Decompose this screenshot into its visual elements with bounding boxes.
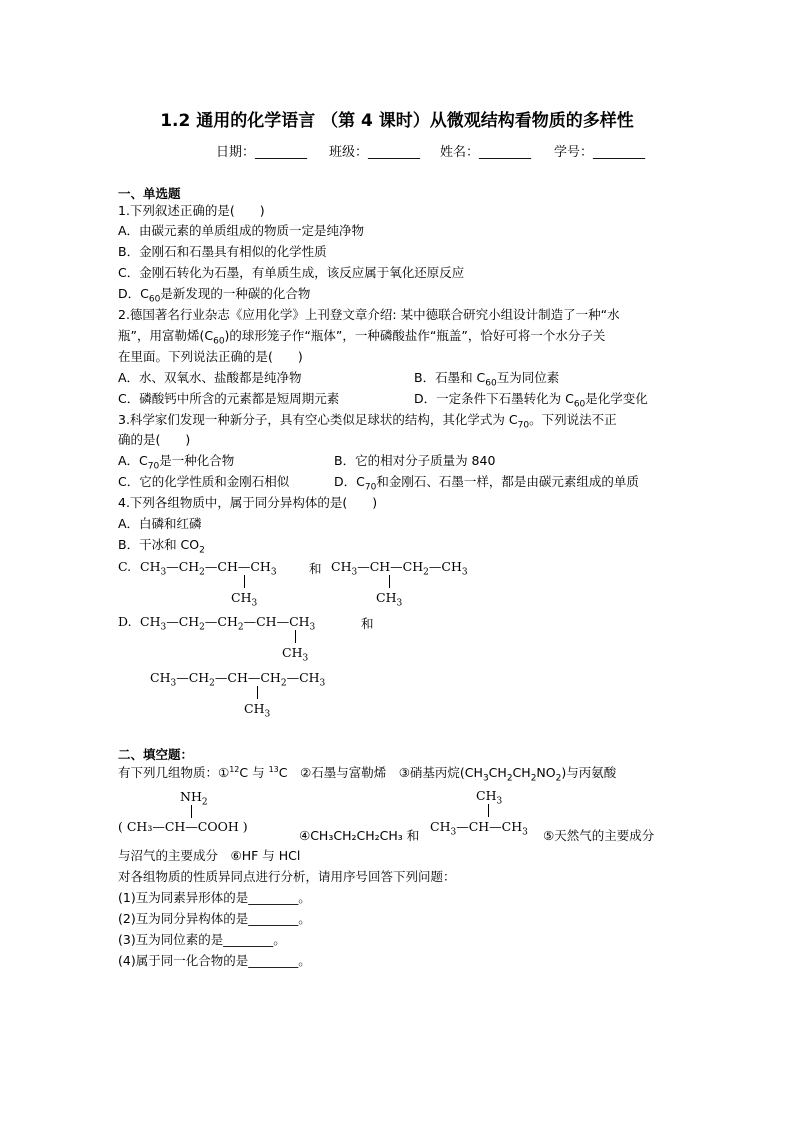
fill-question-1: (1)互为同素异形体的是________。 — [118, 890, 311, 905]
q2-option-d: D．一定条件下石墨转化为 $C_{60}$是化学变化 — [414, 391, 648, 410]
q1-option-b: B．金刚石和石墨具有相似的化学性质 — [118, 244, 327, 259]
q1-option-a: A．由碳元素的单质组成的物质一定是纯净物 — [118, 223, 365, 238]
q2-option-b: B．石墨和 $C_{60}$互为同位素 — [414, 370, 560, 389]
bond-line — [389, 575, 390, 588]
q4-option-b: B．干冰和 $CO_2$ — [118, 537, 205, 556]
fill-question-4: (4)属于同一化合物的是________。 — [118, 953, 311, 968]
q4-option-c-formula1: $CH_3—CH_2—CH—CH_3$ — [140, 559, 277, 578]
fill-item-4: ④CH₃CH₂CH₂CH₃ 和 — [299, 828, 420, 843]
alanine-formula: ( CH₃—CH—COOH ) — [118, 819, 248, 834]
q4-option-c-label: C. — [118, 559, 132, 574]
bond-line — [191, 805, 192, 818]
section-single-choice: 一、单选题 — [118, 186, 181, 201]
q4-option-c-branch1: $CH_3$ — [231, 590, 258, 609]
q2-stem-line1: 2.德国著名行业杂志《应用化学》上刊登文章介绍: 某中德联合研究小组设计制造了一种“水 — [118, 307, 620, 322]
fill-item-5: ⑤天然气的主要成分 — [543, 828, 655, 843]
class-field: 班级：________ — [329, 145, 421, 160]
q4-option-d-formula2: $CH_3—CH_2—CH—CH_2—CH_3$ — [150, 670, 326, 689]
fill-line4: 对各组物质的性质异同点进行分析，请用序号回答下列问题： — [118, 869, 456, 884]
bond-line — [244, 575, 245, 588]
q1-option-c: C．金刚石转化为石墨，有单质生成，该反应属于氧化还原反应 — [118, 265, 465, 280]
q2-option-a: A．水、双氧水、盐酸都是纯净物 — [118, 370, 302, 385]
q3-option-b: B．它的相对分子质量为 840 — [334, 453, 496, 468]
q3-option-d: D．$C_{70}$和金刚石、石墨一样，都是由碳元素组成的单质 — [334, 474, 639, 493]
page-title: 1.2 通用的化学语言 （第 4 课时）从微观结构看物质的多样性 — [160, 111, 634, 131]
name-field: 姓名：________ — [440, 145, 532, 160]
bond-line — [295, 630, 296, 643]
section-fill-in: 二、填空题： — [118, 747, 194, 762]
q1-option-d: D．$C_{60}$是新发现的一种碳的化合物 — [118, 286, 311, 305]
q4-option-d-branch1: $CH_3$ — [282, 645, 309, 664]
q4-option-d-branch2: $CH_3$ — [244, 701, 271, 720]
q4-option-c-and: 和 — [309, 561, 322, 576]
student-number-field: 学号：________ — [554, 145, 646, 160]
fill-question-2: (2)互为同分异构体的是________。 — [118, 911, 311, 926]
date-field: 日期：________ — [216, 145, 308, 160]
q3-option-c: C．它的化学性质和金刚石相似 — [118, 474, 290, 489]
bond-line — [257, 686, 258, 699]
fill-line3: 与沼气的主要成分 ⑥HF 与 HCl — [118, 848, 301, 863]
q2-stem-line3: 在里面。下列说法正确的是( ) — [118, 349, 303, 364]
q3-stem-line1: 3.科学家们发现一种新分子，具有空心类似足球状的结构，其化学式为 $C_{70}$。下列说法不正 — [118, 412, 617, 431]
q4-option-d-formula1: $CH_3—CH_2—CH_2—CH—CH_3$ — [140, 614, 316, 633]
q1-stem: 1.下列叙述正确的是( ) — [118, 203, 265, 218]
bond-line — [488, 804, 489, 817]
q3-option-a: A．$C_{70}$是一种化合物 — [118, 453, 235, 472]
q2-option-c: C．磷酸钙中所含的元素都是短周期元素 — [118, 391, 340, 406]
q4-option-d-and: 和 — [361, 616, 374, 631]
q2-stem-line2: 瓶”，用富勒烯$(C_{60})$的球形笼子作“瓶体”，一种磷酸盐作“瓶盖”，恰好可将一个水分子关 — [118, 328, 606, 347]
isobutane-top-ch3: $CH_3$ — [476, 788, 503, 807]
q4-stem: 4.下列各组物质中，属于同分异构体的是( ) — [118, 495, 378, 510]
fill-intro: 有下列几组物质：①$^{12}$C 与 $^{13}$C ②石墨与富勒烯 ③硝基丙烷$(CH_3CH_2CH_2NO_2)$与丙氨酸 — [118, 764, 617, 784]
alanine-nh2: $NH_2$ — [180, 789, 208, 808]
q3-stem-line2: 确的是( ) — [118, 432, 191, 447]
q4-option-c-formula2: $CH_3—CH—CH_2—CH_3$ — [331, 559, 468, 578]
q4-option-a: A．白磷和红磷 — [118, 516, 202, 531]
fill-question-3: (3)互为同位素的是________。 — [118, 932, 286, 947]
q4-option-d-label: D. — [118, 614, 132, 629]
q4-option-c-branch2: $CH_3$ — [376, 590, 403, 609]
isobutane-formula: $CH_3—CH—CH_3$ — [430, 819, 528, 838]
